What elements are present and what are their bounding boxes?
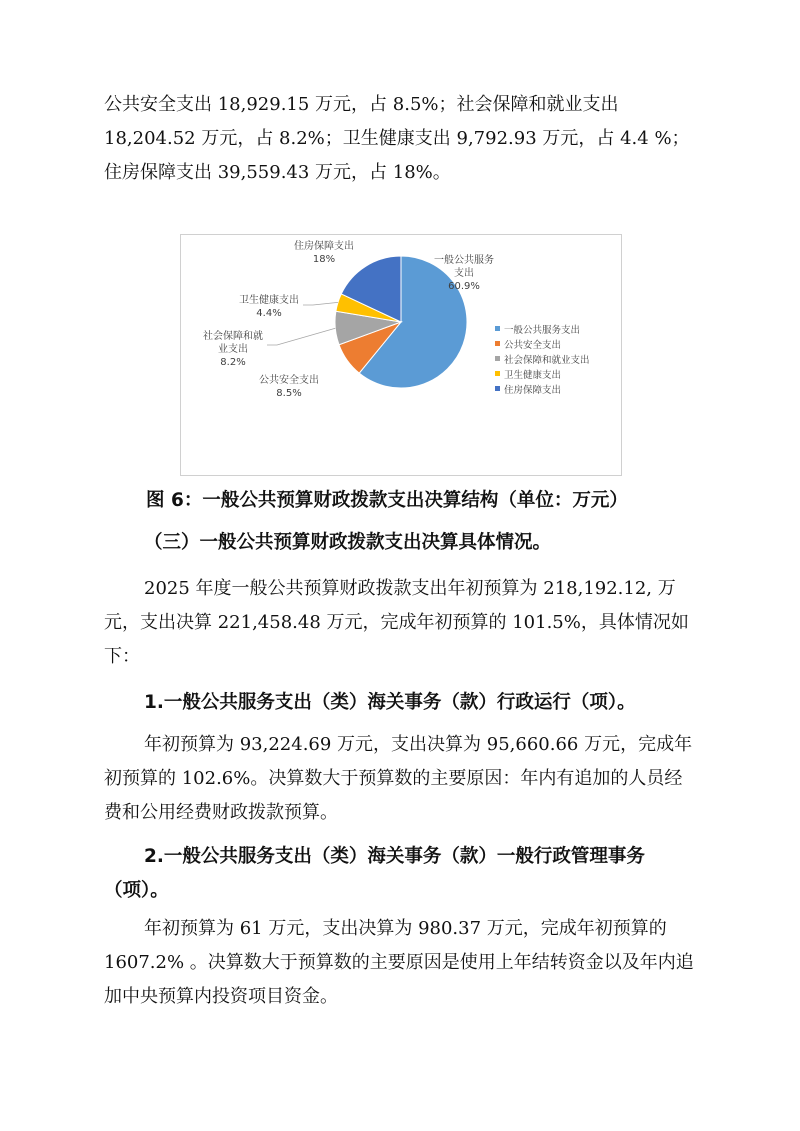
legend-swatch [495,356,500,361]
chart-legend [495,321,619,396]
slice-name-label-1: 支出 [454,268,474,279]
legend-swatch [495,326,500,331]
paragraph-item-2: 年初预算为 61 万元，支出决算为 980.37 万元，完成年初预算的 1607.2% 。决算数大于预算数的主要原因是使用上年结转资金以及年内追加中央预算内投资项目资金。 [104,918,694,1007]
legend-item-3 [495,351,619,366]
slice-name-label-4: 卫生健康支出 [239,295,299,306]
paragraph-expenditure-shares: 公共安全支出 18,929.15 万元，占 8.5%；社会保障和就业支出 18,204.52 万元，占 8.2%；卫生健康支出 9,792.93 万元，占 4.4 %；住房保障支出 39,559.43 万元，占 18%。 [104,94,690,183]
item-heading-2: 2.一般公共服务支出（类）海关事务（款）一般行政管理事务（项）。 [104,846,645,901]
legend-label: 公共安全支出 [504,339,562,351]
slice-name-label-2: 公共安全支出 [259,375,319,386]
legend-item-5 [495,381,619,396]
leader-line-3 [267,328,335,345]
pie-chart-box [180,234,622,476]
legend-label: 卫生健康支出 [504,369,562,381]
legend-label: 住房保障支出 [504,384,562,396]
leader-line-4 [303,302,338,305]
slice-name-label-3: 社会保障和就 [203,331,263,342]
slice-percent-label-3: 8.2% [220,357,246,368]
legend-swatch [495,386,500,391]
legend-item-4 [495,366,619,381]
figure-caption: 图 6：一般公共预算财政拨款支出决算结构（单位：万元） [146,490,628,511]
legend-swatch [495,341,500,346]
legend-item-2 [495,336,619,351]
legend-item-1 [495,321,619,336]
section-heading-3: （三）一般公共预算财政拨款支出决算具体情况。 [144,532,552,553]
slice-percent-label-2: 8.5% [276,388,302,399]
paragraph-budget-overview: 2025 年度一般公共预算财政拨款支出年初预算为 218,192.12, 万元，支出决算 221,458.48 万元，完成年初预算的 101.5%，具体情况如下： [104,578,689,667]
paragraph-item-1: 年初预算为 93,224.69 万元，支出决算为 95,660.66 万元，完成年初预算的 102.6%。决算数大于预算数的主要原因：年内有追加的人员经费和公用经费财政拨款预算。 [104,734,693,823]
legend-label: 社会保障和就业支出 [504,354,590,366]
item-heading-1: 1.一般公共服务支出（类）海关事务（款）行政运行（项）。 [144,692,636,713]
slice-percent-label-5: 18% [312,254,336,265]
slice-name-label-5: 住房保障支出 [294,241,354,252]
slice-name-label-3: 业支出 [218,344,248,355]
legend-swatch [495,371,500,376]
slice-percent-label-1: 60.9% [448,281,480,292]
slice-percent-label-4: 4.4% [256,308,282,319]
slice-name-label-1: 一般公共服务 [434,255,494,266]
legend-label: 一般公共服务支出 [504,324,581,336]
